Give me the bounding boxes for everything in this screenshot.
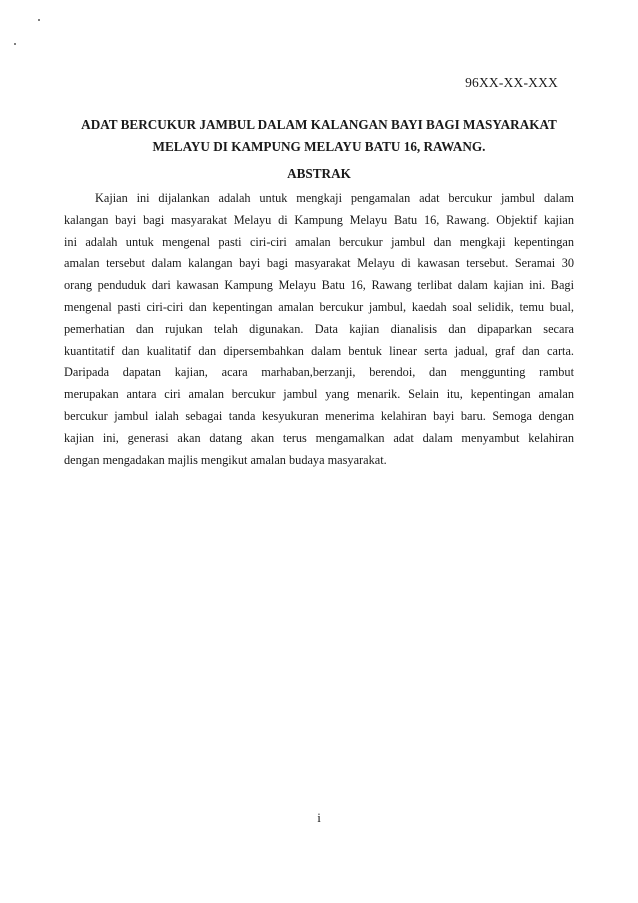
abstract-line: dengan mengadakan majlis mengikut amalan budaya masyarakat.	[64, 452, 387, 467]
title-line: ADAT BERCUKUR JAMBUL DALAM KALANGAN BAYI BAGI MASYARAKAT	[81, 117, 557, 132]
abstract-line: mengenal pasti ciri-ciri dan kepentingan amalan bercukur jambul, kaedah soal selidik, temu bual,	[64, 299, 574, 314]
document-title	[62, 114, 576, 158]
abstract-line: bercukur jambul ialah sebagai tanda kesyukuran menerima kelahiran bayi baru. Semoga dengan	[64, 408, 574, 423]
abstract-line: Daripada dapatan kajian, acara marhaban,berzanji, berendoi, dan menggunting rambut	[64, 365, 574, 380]
abstract-heading: ABSTRAK	[287, 166, 351, 181]
scan-speck	[14, 43, 16, 45]
abstract-line: kalangan bayi bagi masyarakat Melayu di Kampung Melayu Batu 16, Rawang. Objektif kajian	[64, 212, 574, 227]
abstract-line: Kajian ini dijalankan adalah untuk mengkaji pengamalan adat bercukur jambul dalam	[95, 191, 574, 205]
document-code: 96XX-XX-XXX	[465, 75, 558, 90]
abstract-line: orang penduduk dari kawasan Kampung Melayu Batu 16, Rawang terlibat dalam kajian ini. Bagi	[64, 278, 574, 293]
abstract-line: merupakan antara ciri amalan bercukur jambul yang menarik. Selain itu, kepentingan amalan	[64, 387, 574, 402]
title-line: MELAYU DI KAMPUNG MELAYU BATU 16, RAWANG.	[152, 139, 486, 154]
abstract-line: ini adalah untuk mengenal pasti ciri-ciri amalan bercukur jambul dan mengkaji kepentingan	[64, 234, 574, 249]
scan-speck	[38, 19, 40, 21]
abstract-line: kajian ini, generasi akan datang akan terus mengamalkan adat dalam menyambut kelahiran	[64, 430, 574, 445]
abstract-paragraph	[64, 188, 574, 471]
abstract-line: kuantitatif dan kualitatif dan dipersembahkan dalam bentuk linear serta jadual, graf dan carta.	[64, 343, 574, 358]
abstract-line: amalan tersebut dalam kalangan bayi bagi masyarakat Melayu di kawasan tersebut. Seramai 30	[64, 256, 574, 271]
page-number: i	[317, 810, 321, 825]
abstract-line: pemerhatian dan rujukan telah digunakan. Data kajian dianalisis dan dipaparkan secara	[64, 321, 574, 336]
